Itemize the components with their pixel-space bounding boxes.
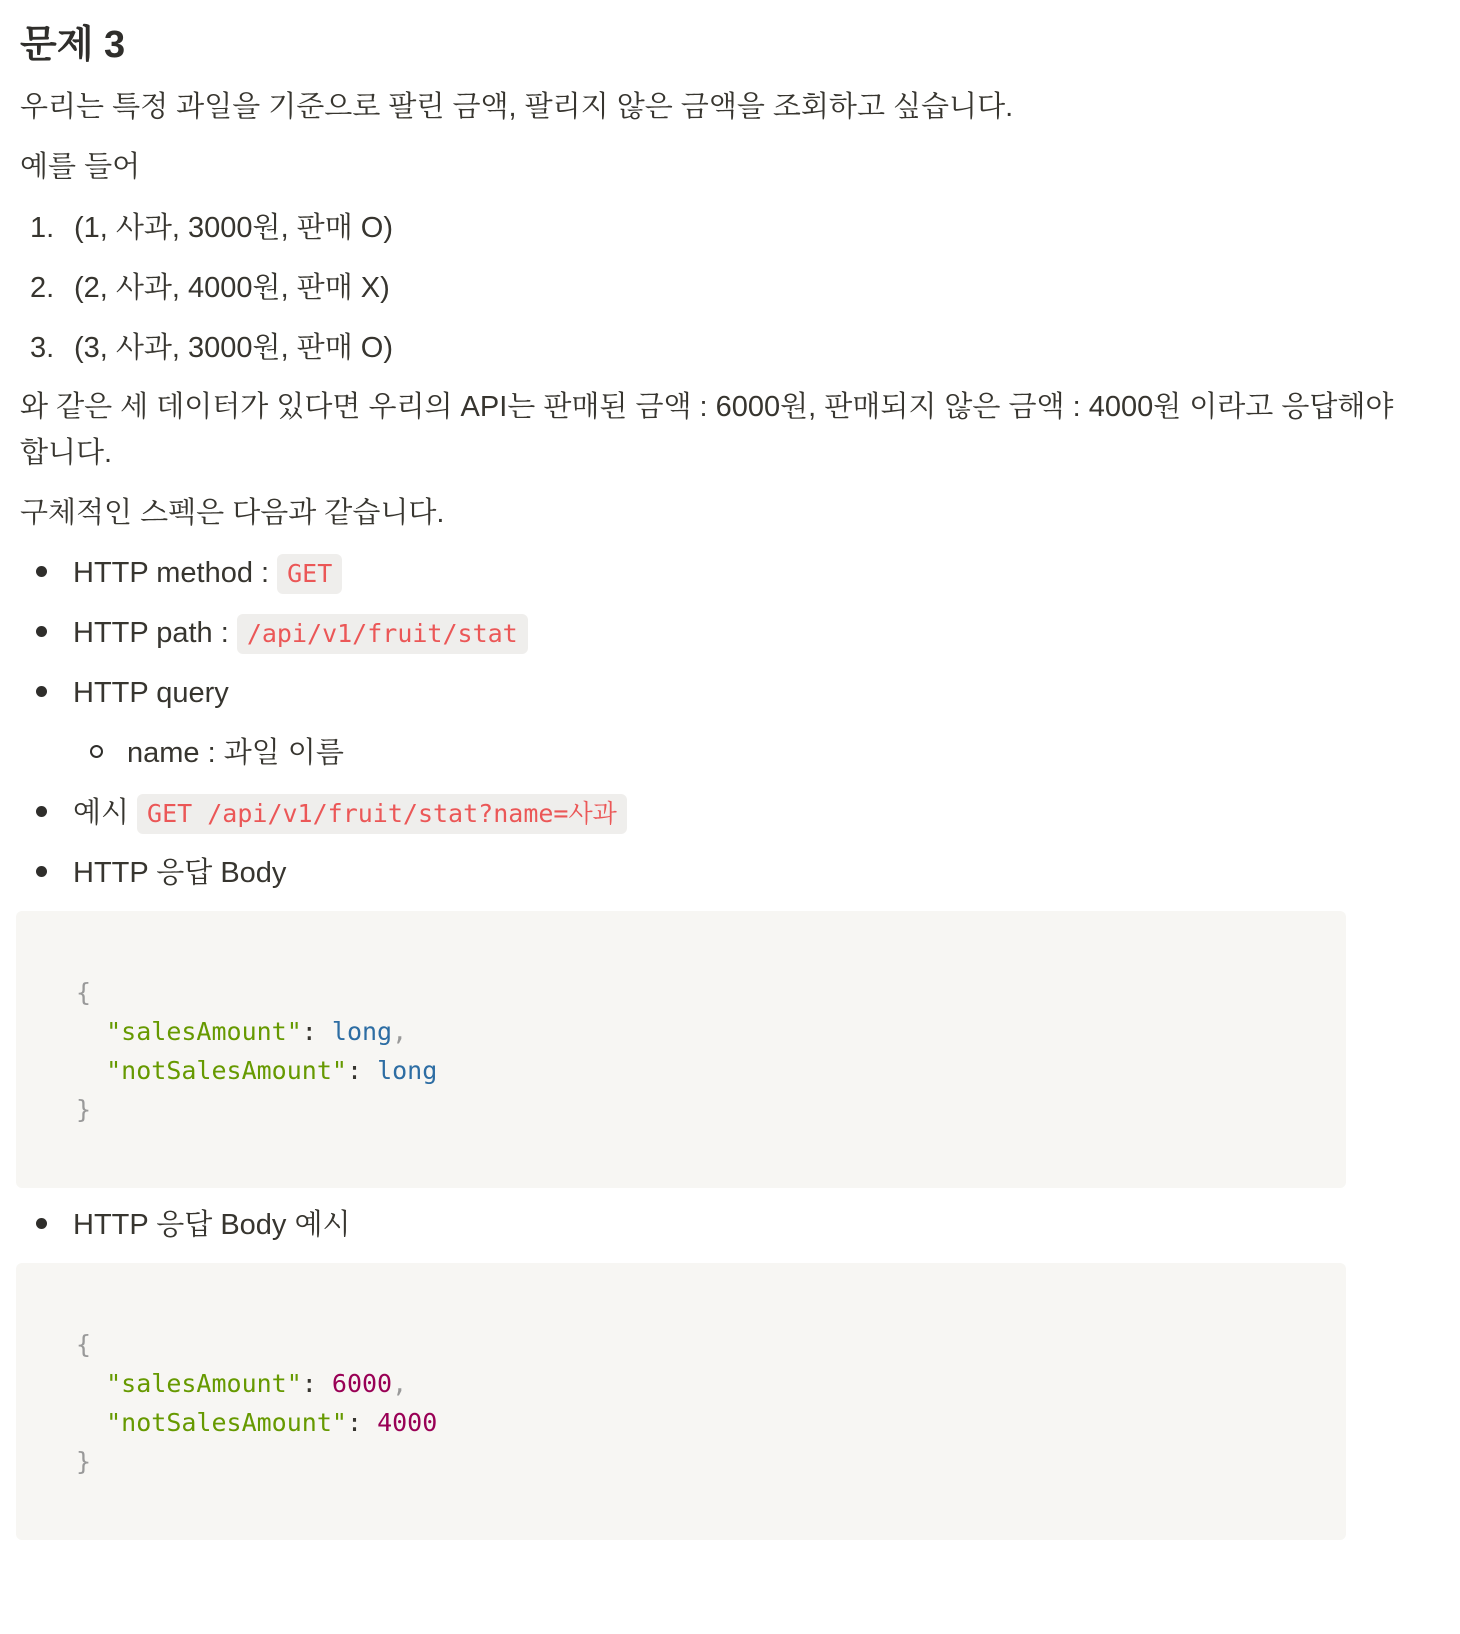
list-item-text: (2, 사과, 4000원, 판매 X): [74, 272, 390, 304]
bullet-icon: [36, 1218, 47, 1229]
body-label: HTTP 응답 Body: [73, 857, 287, 889]
list-item: [30, 205, 393, 251]
body-example-label: HTTP 응답 Body 예시: [73, 1209, 351, 1241]
code-content: { "salesAmount": long, "notSalesAmount": long }: [76, 978, 438, 1124]
response-example-code-block: [16, 1263, 1346, 1540]
spec-path-item: [36, 610, 528, 656]
method-code: GET: [277, 554, 342, 594]
list-number: 1.: [30, 212, 55, 244]
list-item: [30, 265, 390, 311]
query-param-item: [90, 730, 344, 776]
example-code: GET /api/v1/fruit/stat?name=사과: [137, 794, 627, 834]
list-item-text: (1, 사과, 3000원, 판매 O): [74, 212, 393, 244]
page-title: 문제 3: [20, 24, 126, 66]
spec-body-item: [36, 850, 286, 896]
example-label: 예시: [73, 797, 130, 829]
path-label: HTTP path :: [73, 617, 229, 649]
list-number: 2.: [30, 272, 55, 304]
spec-body-example-item: [36, 1202, 351, 1248]
list-item: [30, 325, 393, 371]
bullet-icon: [36, 806, 47, 817]
query-param-text: name : 과일 이름: [127, 737, 344, 769]
query-label: HTTP query: [73, 677, 229, 709]
spec-example-item: [36, 790, 627, 836]
code-content: { "salesAmount": 6000, "notSalesAmount": 4000 }: [76, 1330, 438, 1476]
list-item-text: (3, 사과, 3000원, 판매 O): [74, 332, 393, 364]
bullet-icon: [36, 566, 47, 577]
bullet-icon: [36, 866, 47, 877]
intro-paragraph: 우리는 특정 과일을 기준으로 팔린 금액, 팔리지 않은 금액을 조회하고 싶습니다.: [20, 91, 1014, 123]
method-label: HTTP method :: [73, 557, 270, 589]
spec-lead: 구체적인 스펙은 다음과 같습니다.: [20, 497, 445, 529]
bullet-icon: [36, 626, 47, 637]
hollow-bullet-icon: [90, 745, 103, 758]
example-lead: 예를 들어: [20, 151, 141, 183]
spec-method-item: [36, 550, 342, 596]
bullet-icon: [36, 686, 47, 697]
conclusion-paragraph: 와 같은 세 데이터가 있다면 우리의 API는 판매된 금액 : 6000원, 판매되지 않은 금액 : 4000원 이라고 응답해야 합니다.: [20, 391, 1394, 469]
list-number: 3.: [30, 332, 55, 364]
spec-query-item: [36, 670, 229, 716]
response-schema-code-block: [16, 911, 1346, 1188]
path-code: /api/v1/fruit/stat: [237, 614, 528, 654]
